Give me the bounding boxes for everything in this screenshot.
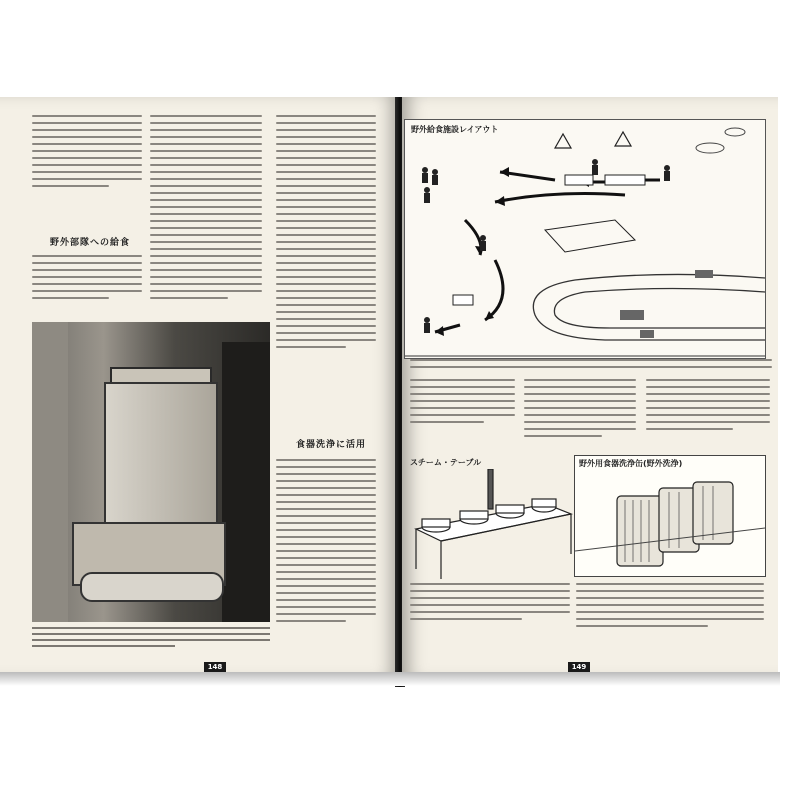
subheading: 食器洗浄に活用 xyxy=(296,440,367,450)
text-column-r1 xyxy=(410,379,515,428)
left-page-number: 148 xyxy=(204,662,226,672)
photo-caption xyxy=(32,627,270,651)
text-column-r2 xyxy=(524,379,636,442)
text-column-3-bottom xyxy=(276,459,376,627)
wash-cans-title: 野外用食器洗浄缶(野外洗浄) xyxy=(579,459,683,468)
layout-diagram xyxy=(404,119,766,359)
wash-cans-sketch xyxy=(574,455,766,577)
right-page-number: 149 xyxy=(568,662,590,672)
page-edge-shadow xyxy=(0,672,780,686)
text-column-3-top xyxy=(276,115,376,353)
wash-cans-illustration xyxy=(575,456,765,576)
diagram-title: 野外給食施設レイアウト xyxy=(411,125,499,134)
text-column-2 xyxy=(150,115,262,304)
wash-cans-caption xyxy=(576,583,764,632)
book-spread xyxy=(0,97,800,687)
machine-photo xyxy=(32,322,270,622)
diagram-caption xyxy=(410,359,772,373)
text-column-r3 xyxy=(646,379,770,435)
section-heading: 野外部隊への給食 xyxy=(50,238,131,248)
steam-table-caption xyxy=(410,583,570,625)
left-page xyxy=(0,97,398,677)
text-column-1-top xyxy=(32,115,142,192)
text-column-1-bottom xyxy=(32,255,142,304)
steam-table-illustration xyxy=(406,469,576,599)
layout-diagram-illustration xyxy=(405,120,765,358)
steam-table-title: スチーム・テーブル xyxy=(410,458,482,467)
right-page xyxy=(402,97,778,677)
